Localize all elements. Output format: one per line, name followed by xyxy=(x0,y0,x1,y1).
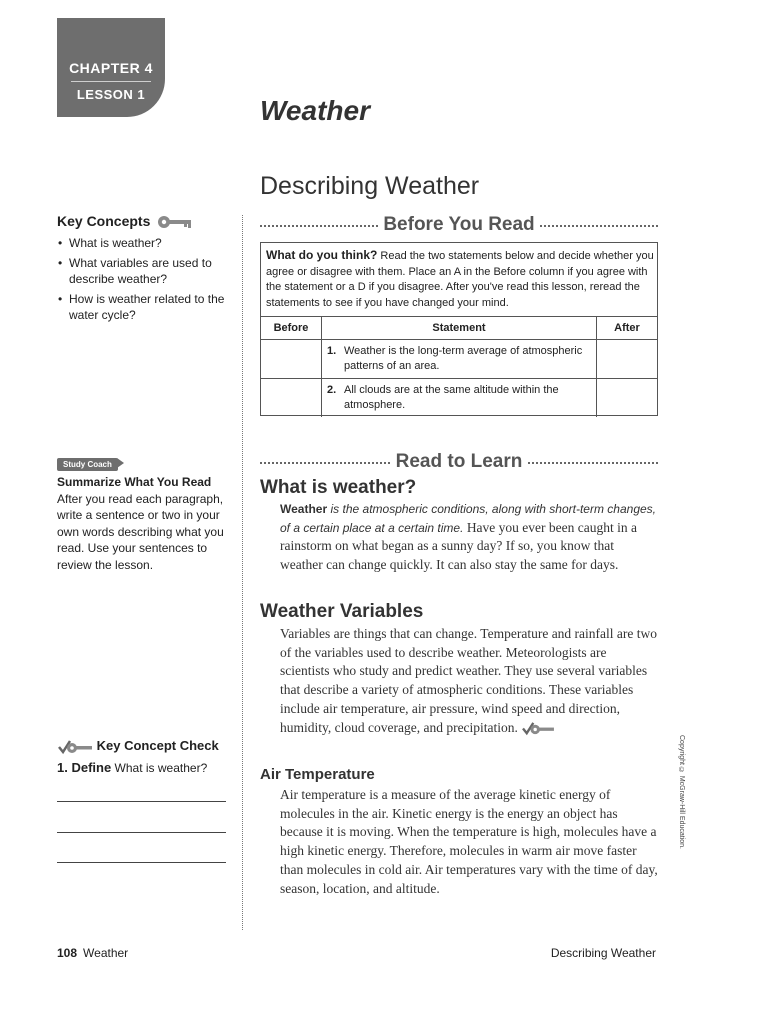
statement-number: 1. xyxy=(327,345,337,357)
before-answer-cell[interactable] xyxy=(261,379,322,418)
summarize-title: Summarize What You Read xyxy=(57,475,212,489)
answer-line[interactable] xyxy=(57,862,226,863)
statement-text: Weather is the long-term average of atmospheric patterns of an area. xyxy=(344,345,583,372)
before-you-read-heading xyxy=(260,214,658,236)
summarize-text: After you read each paragraph, write a sentence or two in your own words describing what you read. Use your sentences to review the lesson. xyxy=(57,491,224,572)
paragraph-air-temperature xyxy=(260,786,658,898)
key-concept-check-question xyxy=(57,760,207,775)
after-answer-cell[interactable] xyxy=(597,379,658,418)
study-coach-badge: Study Coach xyxy=(57,458,118,471)
paragraph-text: Have you ever been caught in a rainstorm on what began as a sunny day? If so, you know that weather can change quickly. It can also stay the same for days. xyxy=(280,519,637,573)
lesson-title: Describing Weather xyxy=(260,172,480,200)
paragraph-text: Air temperature is a measure of the average kinetic energy of molecules in the air. Kinetic energy is the energy an object has because it is moving. When the temperature is high, molecules have a high kinetic energy. Therefore, molecules in warm air move faster than molecules in cold air. Air temperatures vary with the time of day, season, location, and altitude. xyxy=(280,787,658,896)
definition-text: is the atmospheric conditions, along with short-term changes, of a certain place at a certain time. xyxy=(280,502,657,535)
table-header-row xyxy=(261,317,657,340)
before-you-read-intro xyxy=(266,248,654,311)
kcc-question-text: What is weather? xyxy=(114,761,208,775)
kcc-number: 1. Define xyxy=(57,760,112,775)
before-you-read-box xyxy=(260,242,658,416)
footer-left xyxy=(57,946,128,960)
check-key-icon xyxy=(521,721,555,736)
key-concepts-list xyxy=(57,235,235,327)
chapter-label: CHAPTER 4 xyxy=(69,60,153,76)
statement-cell xyxy=(322,379,597,418)
key-concept-item: • How is weather related to the water cycle? xyxy=(57,291,235,323)
summarize-note xyxy=(57,474,233,573)
lesson-label: LESSON 1 xyxy=(76,87,146,102)
page-number: 108 xyxy=(57,946,78,960)
intro-text: Read the two statements below and decide whether you agree or disagree with them. Place an A in the Before column if you agree with the statement or a D if you disagree. After you've read this lesson, reread the statements to see if you have changed your mind. xyxy=(266,250,654,309)
column-header-before: Before xyxy=(261,317,322,340)
arrow-icon xyxy=(117,458,124,468)
answer-line[interactable] xyxy=(57,832,226,833)
paragraph-weather-variables xyxy=(260,625,658,737)
copyright-notice: Copyright © McGraw-Hill Education. xyxy=(678,735,685,849)
paragraph-text: Variables are things that can change. Temperature and rainfall are two of the variables used to describe weather. Meteorologists are scientists who study and predict weather. They use several variables that describe a variety of atmospheric conditions. These variables include air temperature, air pressure, wind speed and direction, humidity, cloud coverage, and precipitation. xyxy=(280,626,658,735)
definition-word: Weather xyxy=(280,502,328,516)
statement-number: 2. xyxy=(327,384,337,396)
section-title-air-temperature: Air Temperature xyxy=(260,766,375,783)
key-concept-item: • What is weather? xyxy=(57,235,235,251)
intro-bold: What do you think? xyxy=(266,248,378,262)
column-divider xyxy=(242,215,243,930)
anticipation-table xyxy=(261,316,657,417)
chapter-tab-divider xyxy=(71,81,151,82)
before-you-read-title: Before You Read xyxy=(379,214,538,235)
key-concept-item: • What variables are used to describe weather? xyxy=(57,255,235,287)
section-title-weather-variables: Weather Variables xyxy=(260,601,424,622)
read-to-learn-title: Read to Learn xyxy=(392,451,527,472)
table-row xyxy=(261,340,657,379)
paragraph-what-is-weather xyxy=(260,500,658,575)
section-title-what-is-weather: What is weather? xyxy=(260,477,417,498)
key-concept-check-title: Key Concept Check xyxy=(96,738,219,753)
column-header-after: After xyxy=(597,317,658,340)
chapter-title: Weather xyxy=(260,95,370,126)
table-row xyxy=(261,379,657,418)
key-concepts-heading xyxy=(57,213,193,229)
footer-lesson-label: Describing Weather xyxy=(550,946,656,960)
before-answer-cell[interactable] xyxy=(261,340,322,379)
after-answer-cell[interactable] xyxy=(597,340,658,379)
statement-text: All clouds are at the same altitude within the atmosphere. xyxy=(344,384,559,411)
column-header-statement: Statement xyxy=(322,317,597,340)
footer-chapter-label: Weather xyxy=(83,946,129,960)
statement-cell xyxy=(322,340,597,379)
answer-line[interactable] xyxy=(57,801,226,802)
chapter-tab xyxy=(57,18,165,117)
study-coach xyxy=(57,454,124,472)
read-to-learn-heading xyxy=(260,451,658,473)
check-key-icon xyxy=(57,739,93,755)
key-icon xyxy=(157,215,193,229)
key-concept-check-heading xyxy=(57,738,219,755)
key-concepts-title: Key Concepts xyxy=(57,213,151,229)
